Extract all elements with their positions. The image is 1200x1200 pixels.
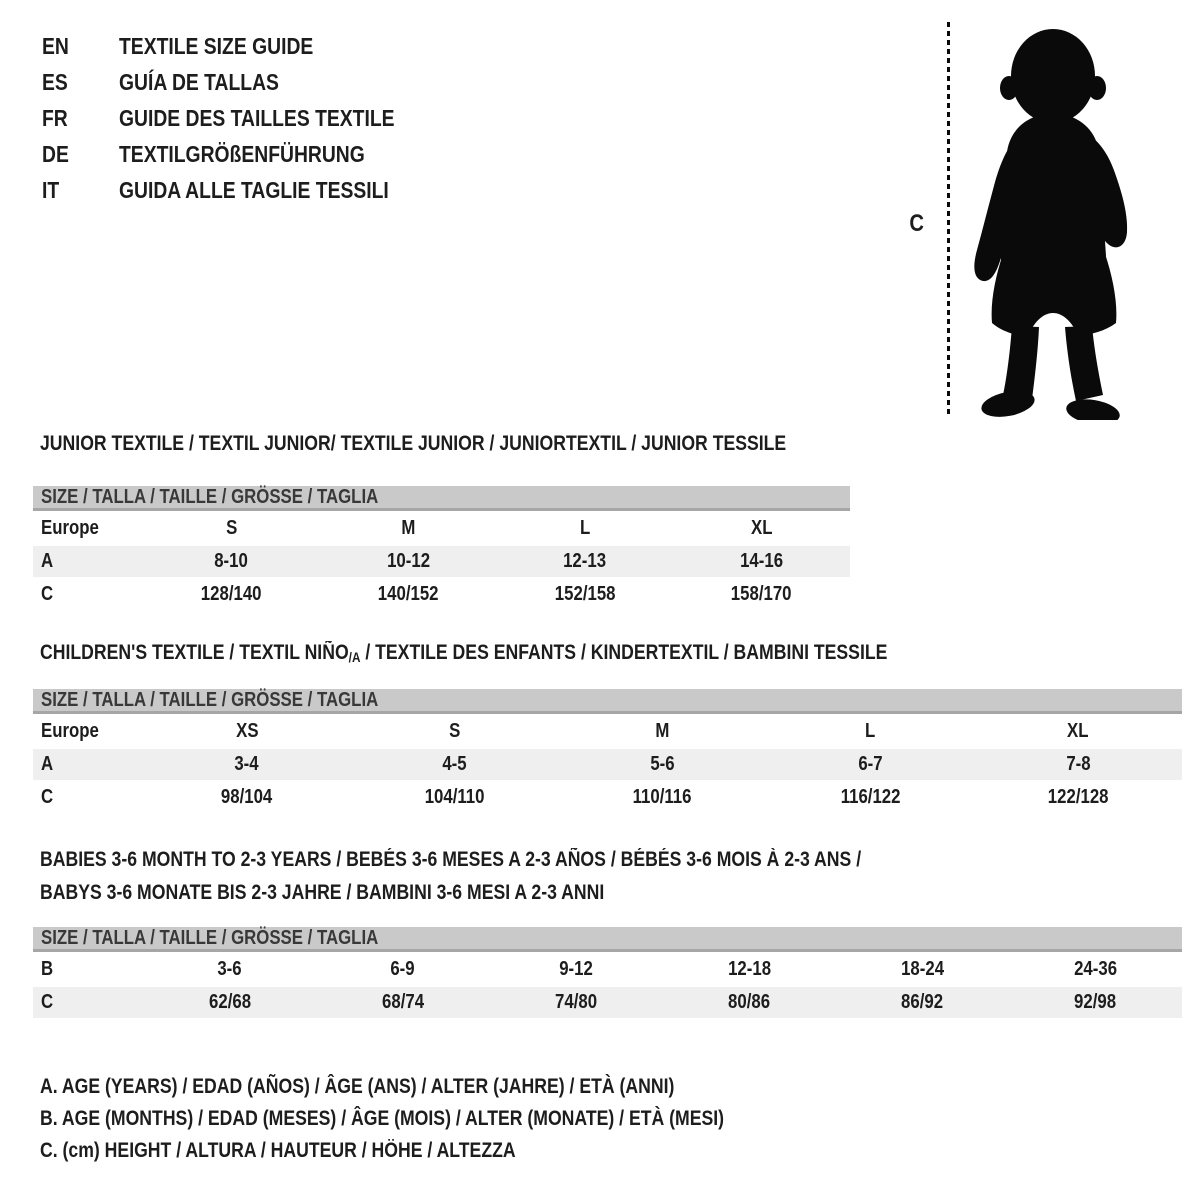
months-cell: 9-12 xyxy=(559,958,593,980)
babies-months-row xyxy=(33,954,1182,985)
height-cell: 122/128 xyxy=(1047,786,1109,808)
row-label: Europe xyxy=(41,720,99,742)
height-measure-dashed-line xyxy=(947,22,950,414)
junior-section-heading: JUNIOR TEXTILE / TEXTIL JUNIOR/ TEXTILE JUNIOR / JUNIORTEXTIL / JUNIOR TESSILE xyxy=(40,432,787,455)
row-label: C xyxy=(41,786,54,808)
language-row-fr xyxy=(42,100,447,136)
size-cell: S xyxy=(449,720,461,742)
babies-height-row xyxy=(33,987,1182,1018)
size-cell: XL xyxy=(1067,720,1089,742)
junior-size-row xyxy=(33,513,850,544)
height-cell: 158/170 xyxy=(731,583,792,605)
size-cell: XS xyxy=(235,720,259,742)
children-section-heading: CHILDREN'S TEXTILE / TEXTIL $NIÑO_{/A}$ / TEXTILE DES ENFANTS / KINDERTEXTIL / BAMBINI TESSILE xyxy=(40,641,888,665)
age-cell: 10-12 xyxy=(386,550,430,572)
language-title: TEXTILGRÖßENFÜHRUNG xyxy=(119,140,365,167)
language-title: GUIDA ALLE TAGLIE TESSILI xyxy=(119,176,389,203)
months-cell: 3-6 xyxy=(217,958,242,980)
row-label: Europe xyxy=(41,517,99,539)
babies-heading-line2: BABYS 3-6 MONATE BIS 2-3 JAHRE / BAMBINI 3-6 MESI A 2-3 ANNI xyxy=(40,881,605,904)
language-row-en xyxy=(42,28,447,64)
babies-heading-line1: BABIES 3-6 MONTH TO 2-3 YEARS / BEBÉS 3-6 MESES A 2-3 AÑOS / BÉBÉS 3-6 MOIS À 2-3 ANS / xyxy=(40,848,862,871)
row-label: C xyxy=(41,991,54,1013)
legend-line-a: A. AGE (YEARS) / EDAD (AÑOS) / ÂGE (ANS) / ALTER (JAHRE) / ETÀ (ANNI) xyxy=(40,1075,675,1098)
legend-line-b: B. AGE (MONTHS) / EDAD (MESES) / ÂGE (MOIS) / ALTER (MONATE) / ETÀ (MESI) xyxy=(40,1107,725,1130)
language-title: GUIDE DES TAILLES TEXTILE xyxy=(119,104,395,131)
height-cell: 110/116 xyxy=(633,786,692,808)
height-cell: 74/80 xyxy=(554,991,597,1013)
size-cell: XL xyxy=(750,517,773,539)
size-cell: M xyxy=(655,720,670,742)
language-code: DE xyxy=(42,140,69,167)
age-cell: 4-5 xyxy=(442,753,467,775)
children-height-row xyxy=(33,782,1182,813)
size-band-header: SIZE / TALLA / TAILLE / GRÖSSE / TAGLIA xyxy=(33,927,1182,952)
language-row-de xyxy=(42,136,447,172)
height-cell: 152/158 xyxy=(554,583,616,605)
junior-height-row xyxy=(33,579,850,610)
language-row-it xyxy=(42,172,447,208)
months-cell: 12-18 xyxy=(727,958,771,980)
children-size-row xyxy=(33,716,1182,747)
language-list xyxy=(42,28,447,208)
children-age-row xyxy=(33,749,1182,780)
size-cell: M xyxy=(401,517,416,539)
age-cell: 12-13 xyxy=(563,550,607,572)
junior-age-row xyxy=(33,546,850,577)
size-cell: L xyxy=(579,517,591,539)
height-cell: 104/110 xyxy=(424,786,485,808)
baby-silhouette-icon xyxy=(965,18,1143,420)
language-code: FR xyxy=(42,104,68,131)
size-band-header: SIZE / TALLA / TAILLE / GRÖSSE / TAGLIA xyxy=(33,486,850,511)
height-cell: 86/92 xyxy=(901,991,944,1013)
height-cell: 68/74 xyxy=(381,991,424,1013)
language-title: TEXTILE SIZE GUIDE xyxy=(119,32,314,59)
age-cell: 6-7 xyxy=(858,753,883,775)
row-label: C xyxy=(41,583,54,605)
babies-section-heading xyxy=(40,843,1018,909)
babies-size-table xyxy=(33,927,1182,1018)
language-code: EN xyxy=(42,32,69,59)
height-cell: 116/122 xyxy=(840,786,901,808)
heading-subscript: /A xyxy=(348,649,361,665)
measure-label-c: C xyxy=(909,210,924,237)
row-label: B xyxy=(41,958,54,980)
months-cell: 18-24 xyxy=(900,958,944,980)
months-cell: 6-9 xyxy=(390,958,415,980)
language-code: IT xyxy=(42,176,60,203)
legend-line-c: C. (cm) HEIGHT / ALTURA / HAUTEUR / HÖHE / ALTEZZA xyxy=(40,1139,516,1162)
language-row-es xyxy=(42,64,447,100)
language-code: ES xyxy=(42,68,68,95)
months-cell: 24-36 xyxy=(1073,958,1117,980)
age-cell: 7-8 xyxy=(1065,753,1091,775)
size-cell: L xyxy=(865,720,876,742)
height-cell: 92/98 xyxy=(1074,991,1117,1013)
junior-size-table xyxy=(33,486,850,610)
legend xyxy=(40,1071,854,1167)
age-cell: 14-16 xyxy=(740,550,784,572)
children-size-table xyxy=(33,689,1182,813)
height-cell: 62/68 xyxy=(208,991,251,1013)
language-title: GUÍA DE TALLAS xyxy=(119,68,279,95)
height-cell: 98/104 xyxy=(221,786,273,808)
row-label: A xyxy=(41,550,54,572)
height-cell: 128/140 xyxy=(201,583,262,605)
row-label: A xyxy=(41,753,54,775)
height-cell: 80/86 xyxy=(728,991,771,1013)
age-cell: 8-10 xyxy=(214,550,249,572)
size-cell: S xyxy=(225,517,237,539)
age-cell: 3-4 xyxy=(234,753,260,775)
size-band-header: SIZE / TALLA / TAILLE / GRÖSSE / TAGLIA xyxy=(33,689,1182,714)
height-cell: 140/152 xyxy=(377,583,439,605)
age-cell: 5-6 xyxy=(650,753,675,775)
